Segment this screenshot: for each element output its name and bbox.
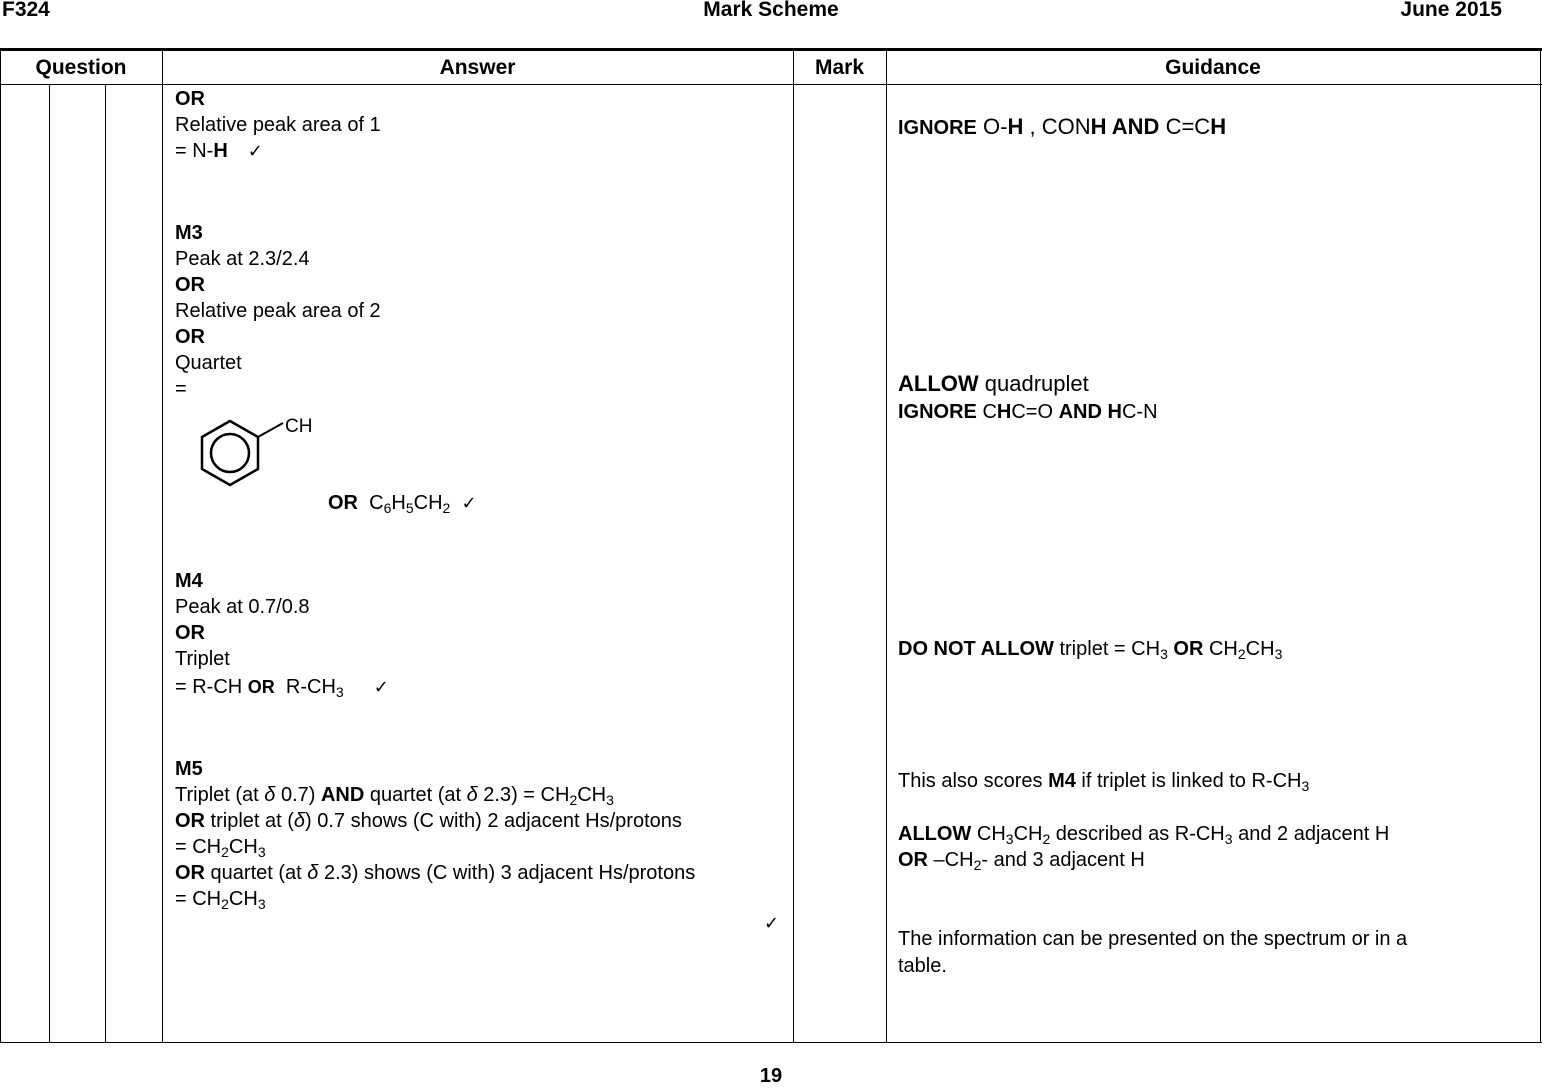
benzene-ring-structure	[190, 404, 330, 500]
table-bottom-border	[0, 1042, 1542, 1043]
guidance-information-line2: table.	[898, 955, 947, 977]
answer-m5-line2: OR triplet at (δ) 0.7 shows (C with) 2 adjacent Hs/protons	[175, 810, 682, 832]
guidance-ignore-chco: IGNORE CHC=O AND HC-N	[898, 401, 1158, 423]
answer-m5-tick	[764, 910, 779, 937]
guidance-also-scores-m4: This also scores M4 if triplet is linked to $R-CH_3$	[898, 770, 1310, 794]
exam-date: June 2015	[1400, 0, 1502, 21]
guidance-or-ch2: OR $-CH_2-$ and 3 adjacent H	[898, 849, 1145, 873]
table-right-border	[1540, 50, 1541, 1043]
guidance-allow-quadruplet: ALLOW quadruplet	[898, 371, 1089, 396]
answer-peak-m3: Peak at 2.3/2.4	[175, 248, 310, 270]
answer-or-1: OR	[175, 88, 205, 110]
answer-quartet: Quartet	[175, 352, 242, 374]
answer-m5-label: M5	[175, 758, 203, 780]
col-mark-header: Mark	[814, 56, 865, 79]
answer-rel-area-2: Relative peak area of 2	[175, 300, 381, 322]
mark-col-divider	[793, 50, 794, 1043]
tick-icon: ✓	[373, 677, 389, 698]
answer-m5-line5: = $CH_2CH_3$	[175, 888, 266, 912]
guidance-information-line1: The information can be presented on the spectrum or in a	[898, 928, 1408, 950]
answer-m4-label: M4	[175, 570, 203, 592]
tick-icon: ✓	[461, 493, 477, 514]
answer-m5-line4: OR quartet (at δ 2.3) shows (C with) 3 adjacent Hs/protons	[175, 862, 696, 884]
answer-m3-label: M3	[175, 222, 203, 244]
answer-triplet: Triplet	[175, 648, 230, 670]
guidance-do-not-allow: DO NOT ALLOW triplet = $CH_3$ OR $CH_2CH_3$	[898, 638, 1283, 662]
answer-nh: = N-H ✓	[175, 140, 263, 162]
answer-or-4: OR	[175, 622, 205, 644]
paper-code: F324	[2, 0, 50, 21]
col-answer-header: Answer	[439, 56, 516, 79]
guidance-ignore-oh: IGNORE O-H , CONH AND C=CH	[898, 114, 1227, 139]
ch-substituent-label: CH	[285, 416, 313, 437]
question-subcol-divider-2	[105, 85, 106, 1043]
answer-c6h5ch2: OR $C_6H_5CH_2$ ✓	[328, 492, 477, 516]
col-question-header: Question	[35, 56, 127, 79]
answer-m5-line1: Triplet (at δ 0.7) AND quartet (at δ $2.3) = CH_2CH_3$	[175, 784, 614, 808]
answer-or-3: OR	[175, 326, 205, 348]
answer-rch: = R-CH OR $R-CH_3$ ✓	[175, 676, 389, 700]
header-row-divider	[0, 84, 1542, 85]
answer-rel-area-1: Relative peak area of 1	[175, 114, 381, 136]
top-rule	[0, 48, 1542, 51]
page-number: 19	[759, 1065, 783, 1087]
answer-col-divider	[162, 50, 163, 1043]
question-subcol-divider-1	[49, 85, 50, 1043]
tick-icon: ✓	[247, 141, 263, 162]
answer-m5-line3: = $CH_2CH_3$	[175, 836, 266, 860]
answer-equals: =	[175, 378, 187, 400]
col-guidance-header: Guidance	[1165, 56, 1261, 79]
answer-or-2: OR	[175, 274, 205, 296]
answer-peak-m4: Peak at 0.7/0.8	[175, 596, 310, 618]
document-title: Mark Scheme	[703, 0, 839, 21]
guidance-col-divider	[886, 50, 887, 1043]
guidance-allow-ch3ch2: ALLOW $CH_3CH_2$ described as $R-CH_3$ and 2 adjacent H	[898, 823, 1390, 847]
table-left-border	[0, 50, 1, 1043]
tick-icon: ✓	[764, 913, 780, 934]
